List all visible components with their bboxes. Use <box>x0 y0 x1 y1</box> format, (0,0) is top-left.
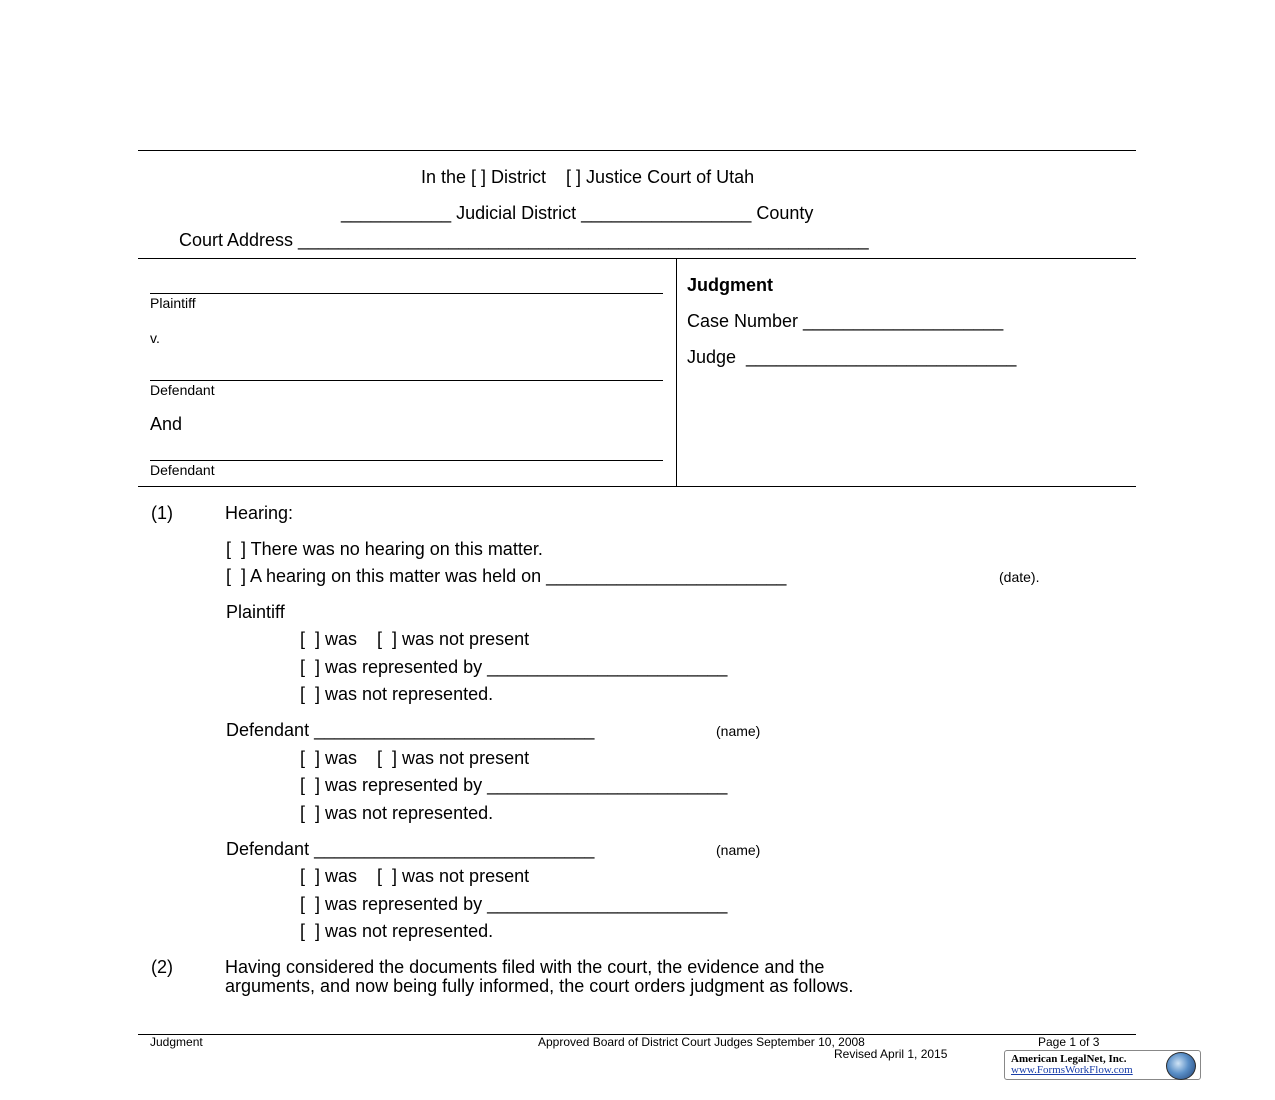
no-hearing-option: [ ] There was no hearing on this matter. <box>226 539 543 559</box>
defendant1-not-represented: [ ] was not represented. <box>300 803 494 823</box>
section1-heading: Hearing: <box>225 503 294 523</box>
footer-form-name: Judgment <box>150 1035 203 1049</box>
district-line: ___________ Judicial District _________________ County <box>341 203 814 223</box>
section2-number: (2) <box>151 957 173 977</box>
caption-bottom-rule <box>138 486 1136 487</box>
document-title: Judgment <box>687 275 774 295</box>
defendant1-heading: Defendant ____________________________ <box>226 720 595 740</box>
defendant2-not-represented: [ ] was not represented. <box>300 921 494 941</box>
case-number-field: Case Number ____________________ <box>687 311 1004 331</box>
defendant2-label: Defendant <box>150 462 215 478</box>
footer-revised: Revised April 1, 2015 <box>834 1047 948 1061</box>
defendant1-name-line <box>150 380 663 381</box>
hearing-held-option: [ ] A hearing on this matter was held on ________________________ <box>226 566 787 586</box>
plaintiff-label: Plaintiff <box>150 295 196 311</box>
court-address-line: Court Address _________________________________________________________ <box>179 230 869 250</box>
publisher-logo[interactable] <box>1004 1050 1201 1080</box>
date-hint: (date). <box>999 569 1040 585</box>
court-line: In the [ ] District [ ] Justice Court of Utah <box>421 167 755 187</box>
plaintiff-heading: Plaintiff <box>226 602 285 622</box>
defendant2-name-hint: (name) <box>716 842 761 858</box>
section2-text-line2: arguments, and now being fully informed, the court orders judgment as follows. <box>225 976 854 996</box>
defendant1-represented: [ ] was represented by ________________________ <box>300 775 728 795</box>
defendant2-heading: Defendant ____________________________ <box>226 839 595 859</box>
plaintiff-name-line <box>150 293 663 294</box>
versus-label: v. <box>150 330 160 346</box>
header-bottom-rule <box>138 258 1136 259</box>
publisher-link[interactable]: www.FormsWorkFlow.com <box>1011 1064 1133 1076</box>
publisher-name: American LegalNet, Inc. <box>1011 1053 1127 1065</box>
defendant1-name-hint: (name) <box>716 723 761 739</box>
defendant2-presence: [ ] was [ ] was not present <box>300 866 530 886</box>
defendant2-name-line <box>150 460 663 461</box>
top-rule <box>138 150 1136 151</box>
plaintiff-represented: [ ] was represented by ________________________ <box>300 657 728 677</box>
plaintiff-not-represented: [ ] was not represented. <box>300 684 494 704</box>
footer-page-number: Page 1 of 3 <box>1038 1035 1100 1049</box>
and-label: And <box>150 414 183 434</box>
plaintiff-presence: [ ] was [ ] was not present <box>300 629 530 649</box>
defendant1-presence: [ ] was [ ] was not present <box>300 748 530 768</box>
footer-approved: Approved Board of District Court Judges September 10, 2008 <box>538 1035 865 1049</box>
globe-icon <box>1166 1052 1196 1080</box>
section1-number: (1) <box>151 503 173 523</box>
defendant1-label: Defendant <box>150 382 215 398</box>
section2-text-line1: Having considered the documents filed with the court, the evidence and the <box>225 957 825 977</box>
caption-divider <box>676 258 677 486</box>
judge-field: Judge ___________________________ <box>687 347 1017 367</box>
defendant2-represented: [ ] was represented by ________________________ <box>300 894 728 914</box>
